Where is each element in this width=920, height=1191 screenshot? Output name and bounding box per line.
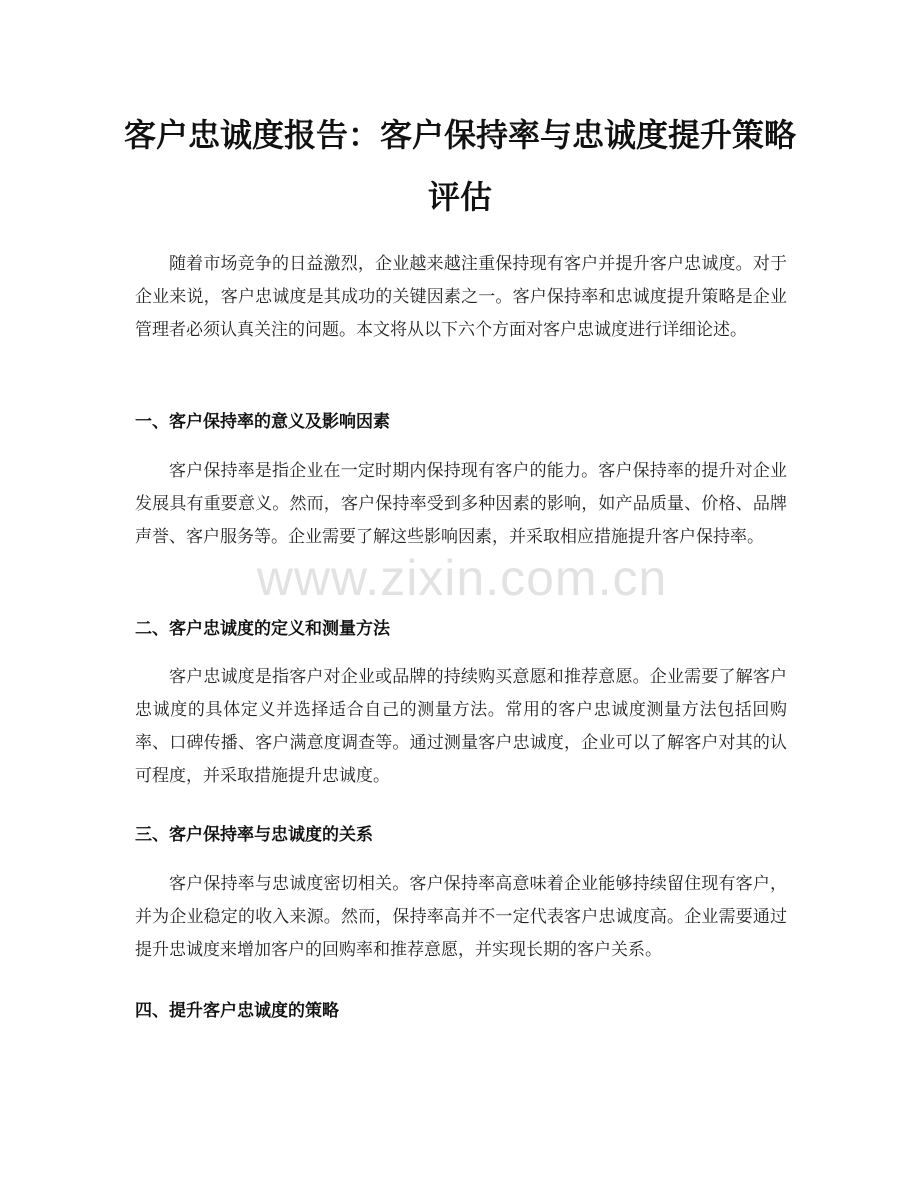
document-title: 客户忠诚度报告：客户保持率与忠诚度提升策略评估 [123,116,796,216]
section-2-heading: 二、客户忠诚度的定义和测量方法 [135,619,390,639]
section-1-body: 客户保持率是指企业在一定时期内保持现有客户的能力。客户保持率的提升对企业发展具有重要意义。然而，客户保持率受到多种因素的影响，如产品质量、价格、品牌声誉、客户服务等。企业需要了解这些影响因素，并采取相应措施提升客户保持率。 [135,461,787,547]
section-4-heading: 四、提升客户忠诚度的策略 [135,1001,339,1021]
section-2-body: 客户忠诚度是指客户对企业或品牌的持续购买意愿和推荐意愿。企业需要了解客户忠诚度的具体定义并选择适合自己的测量方法。常用的客户忠诚度测量方法包括回购率、口碑传播、客户满意度调查等。通过测量客户忠诚度，企业可以了解客户对其的认可程度，并采取措施提升忠诚度。 [135,667,787,786]
watermark: www.zixin.com.cn [256,550,668,606]
section-1-heading: 一、客户保持率的意义及影响因素 [135,412,390,432]
section-3-heading: 三、客户保持率与忠诚度的关系 [135,825,373,845]
intro-paragraph: 随着市场竞争的日益激烈，企业越来越注重保持现有客户并提升客户忠诚度。对于企业来说，客户忠诚度是其成功的关键因素之一。客户保持率和忠诚度提升策略是企业管理者必须认真关注的问题。本文将从以下六个方面对客户忠诚度进行详细论述。 [135,254,787,340]
section-3-body: 客户保持率与忠诚度密切相关。客户保持率高意味着企业能够持续留住现有客户，并为企业稳定的收入来源。然而，保持率高并不一定代表客户忠诚度高。企业需要通过提升忠诚度来增加客户的回购率和推荐意愿，并实现长期的客户关系。 [135,874,787,960]
